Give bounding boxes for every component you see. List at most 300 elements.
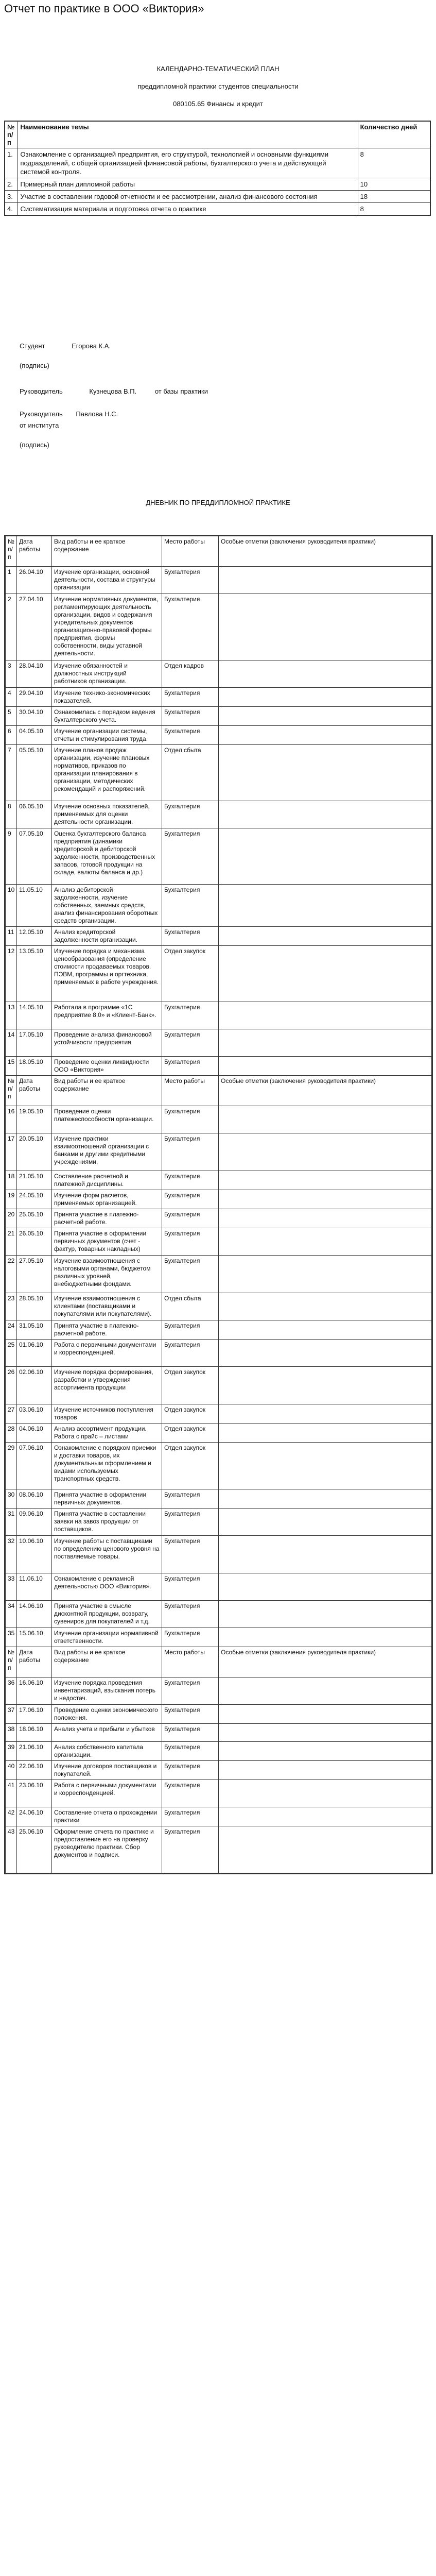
diary-col-work: Вид работы и ее краткое содержание xyxy=(52,536,162,567)
diary-row-place: Бухгалтерия xyxy=(162,1171,219,1190)
diary-row xyxy=(6,1742,432,1761)
diary-row-date: 28.05.10 xyxy=(17,1293,52,1320)
diary-row xyxy=(6,1628,432,1647)
diary-grid xyxy=(5,536,432,1873)
diary-row-work: Ознакомление с рекламной деятельностью ООО «Виктория». xyxy=(52,1573,162,1601)
diary-row-notes xyxy=(219,594,432,660)
diary-row-number: 41 xyxy=(6,1780,17,1807)
diary-row-date: 07.06.10 xyxy=(17,1443,52,1489)
diary-row xyxy=(6,707,432,726)
diary-row xyxy=(6,1256,432,1293)
plan-row-name: Участие в составлении годовой отчетности и ее рассмотрении, анализ финансового состояния xyxy=(18,191,358,203)
diary-row-notes xyxy=(219,1057,432,1076)
diary-row-work: Изучение источников поступления товаров xyxy=(52,1404,162,1423)
diary-row-work: Изучение технико-экономических показателей. xyxy=(52,688,162,707)
diary-row-date: 07.05.10 xyxy=(17,828,52,885)
diary-row-place: Отдел закупок xyxy=(162,1404,219,1423)
diary-row-work: Проведение оценки платежеспособности организации. xyxy=(52,1106,162,1133)
diary-row-notes xyxy=(219,828,432,885)
diary-row-date: 31.05.10 xyxy=(17,1320,52,1340)
diary-row-date: 26.05.10 xyxy=(17,1228,52,1256)
diary-row-date: 05.05.10 xyxy=(17,745,52,801)
diary-row-number: 40 xyxy=(6,1761,17,1780)
diary-row-date: 04.05.10 xyxy=(17,726,52,745)
diary-row-notes xyxy=(219,1761,432,1780)
diary-row-place: Бухгалтерия xyxy=(162,1228,219,1256)
diary-row-number: 16 xyxy=(6,1106,17,1133)
diary-table xyxy=(4,535,433,1874)
diary-row-place: Бухгалтерия xyxy=(162,1628,219,1647)
diary-row-work: Изучение порядка проведения инвентаризаций, взыскания потерь и недостач. xyxy=(52,1677,162,1705)
diary-row-work: Проведение оценки ликвидности ООО «Виктория» xyxy=(52,1057,162,1076)
diary-row xyxy=(6,1536,432,1573)
plan-row-days: 18 xyxy=(358,191,430,203)
diary-row-date: 04.06.10 xyxy=(17,1423,52,1443)
diary-row-number: 5 xyxy=(6,707,17,726)
diary-row-date: 24.05.10 xyxy=(17,1190,52,1209)
diary-row-number: 17 xyxy=(6,1133,17,1171)
diary-row-notes xyxy=(219,1677,432,1705)
diary-row xyxy=(6,1724,432,1742)
diary-row-date: 02.06.10 xyxy=(17,1367,52,1404)
diary-col-date: Дата работы xyxy=(17,1076,52,1106)
diary-row-place: Бухгалтерия xyxy=(162,1724,219,1742)
diary-row-notes xyxy=(219,1190,432,1209)
diary-row-notes xyxy=(219,1628,432,1647)
diary-row xyxy=(6,1601,432,1628)
diary-row-place: Бухгалтерия xyxy=(162,726,219,745)
diary-row xyxy=(6,1780,432,1807)
diary-row-notes xyxy=(219,1106,432,1133)
diary-row-work: Ознакомление с порядком приемки и доставки товаров, их документальным оформлением и видами используемых транспортных средств. xyxy=(52,1443,162,1489)
diary-row-notes xyxy=(219,1780,432,1807)
diary-row-work: Составление расчетной и платежной дисциплины. xyxy=(52,1171,162,1190)
top-supervisor2-name: Павлова Н.С. xyxy=(76,410,118,418)
diary-row-work: Анализ учета и прибыли и убытков xyxy=(52,1724,162,1742)
diary-row-number: 3 xyxy=(6,660,17,688)
diary-row-place: Отдел закупок xyxy=(162,1443,219,1489)
diary-row-work: Принята участие в платежно-расчетной работе. xyxy=(52,1209,162,1228)
diary-row-number: 25 xyxy=(6,1340,17,1367)
diary-row xyxy=(6,885,432,927)
diary-col-place: Место работы xyxy=(162,1647,219,1677)
diary-row-place: Бухгалтерия xyxy=(162,1340,219,1367)
diary-row-number: 42 xyxy=(6,1807,17,1826)
diary-row-place: Бухгалтерия xyxy=(162,1029,219,1057)
diary-row xyxy=(6,1293,432,1320)
diary-row-place: Бухгалтерия xyxy=(162,801,219,828)
diary-row-date: 14.06.10 xyxy=(17,1601,52,1628)
diary-row-notes xyxy=(219,1320,432,1340)
diary-row xyxy=(6,1509,432,1536)
diary-row-work: Изучение взаимоотношения с клиентами (поставщиками и покупателями или покупателями). xyxy=(52,1293,162,1320)
diary-row-place: Бухгалтерия xyxy=(162,1807,219,1826)
diary-col-work: Вид работы и ее краткое содержание xyxy=(52,1076,162,1106)
diary-row xyxy=(6,1705,432,1724)
diary-row xyxy=(6,1002,432,1029)
diary-row-date: 12.05.10 xyxy=(17,927,52,946)
diary-row-date: 15.06.10 xyxy=(17,1628,52,1647)
diary-row xyxy=(6,1029,432,1057)
diary-col-place: Место работы xyxy=(162,1076,219,1106)
diary-row-number: 6 xyxy=(6,726,17,745)
diary-row xyxy=(6,1826,432,1873)
diary-row-place: Отдел закупок xyxy=(162,1423,219,1443)
diary-row xyxy=(6,660,432,688)
diary-row-work: Изучение порядка формирования, разработки и утверждения ассортимента продукции xyxy=(52,1367,162,1404)
diary-row-number: 39 xyxy=(6,1742,17,1761)
diary-row-notes xyxy=(219,1171,432,1190)
diary-row-number: 10 xyxy=(6,885,17,927)
diary-row xyxy=(6,1573,432,1601)
diary-row-work: Принята участие в смысле дисконтной продукции, возврату, сувениров для покупателей и т.д. xyxy=(52,1601,162,1628)
diary-row-number: 2 xyxy=(6,594,17,660)
diary-row-number: 15 xyxy=(6,1057,17,1076)
plan-row xyxy=(5,148,430,178)
plan-row xyxy=(5,178,430,191)
diary-row-date: 29.04.10 xyxy=(17,688,52,707)
diary-row-date: 06.05.10 xyxy=(17,801,52,828)
diary-row-notes xyxy=(219,1340,432,1367)
diary-row-place: Бухгалтерия xyxy=(162,1509,219,1536)
diary-row-notes xyxy=(219,1029,432,1057)
diary-row-place: Бухгалтерия xyxy=(162,1601,219,1628)
diary-row xyxy=(6,1228,432,1256)
diary-row xyxy=(6,946,432,1002)
diary-row xyxy=(6,1057,432,1076)
diary-row-work: Изучение работы с поставщиками по определению ценового уровня на поставляемые товары. xyxy=(52,1536,162,1573)
diary-row-work: Изучение организации, основной деятельности, состава и структуры организации xyxy=(52,567,162,594)
diary-row-notes xyxy=(219,567,432,594)
diary-row-notes xyxy=(219,707,432,726)
diary-col-work: Вид работы и ее краткое содержание xyxy=(52,1647,162,1677)
plan-heading: КАЛЕНДАРНО-ТЕМАТИЧЕСКИЙ ПЛАН xyxy=(156,65,280,73)
diary-row xyxy=(6,594,432,660)
diary-row xyxy=(6,1340,432,1367)
diary-row-place: Бухгалтерия xyxy=(162,688,219,707)
diary-row xyxy=(6,1133,432,1171)
diary-row-notes xyxy=(219,1705,432,1724)
diary-row-work: Изучение планов продаж организации, изучение плановых нормативов, приказов по организации планирования в организации, методических рекомендаций и распоряжений. xyxy=(52,745,162,801)
plan-col-name: Наименование темы xyxy=(18,121,358,148)
diary-row-date: 09.06.10 xyxy=(17,1509,52,1536)
diary-row-place: Бухгалтерия xyxy=(162,1320,219,1340)
diary-row xyxy=(6,567,432,594)
diary-row-notes xyxy=(219,1228,432,1256)
diary-row-place: Отдел закупок xyxy=(162,1367,219,1404)
diary-row-date: 27.05.10 xyxy=(17,1256,52,1293)
diary-row-work: Работа с первичными документами и корреспонденцией. xyxy=(52,1780,162,1807)
plan-row xyxy=(5,203,430,216)
diary-row-date: 16.06.10 xyxy=(17,1677,52,1705)
diary-row-date: 26.04.10 xyxy=(17,567,52,594)
diary-row-place: Бухгалтерия xyxy=(162,594,219,660)
diary-row xyxy=(6,1367,432,1404)
diary-row-notes xyxy=(219,1489,432,1509)
diary-row-number: 29 xyxy=(6,1443,17,1489)
diary-row-date: 24.06.10 xyxy=(17,1807,52,1826)
top-supervisor-label: Руководитель xyxy=(20,387,63,395)
diary-row-number: 19 xyxy=(6,1190,17,1209)
diary-row-number: 8 xyxy=(6,801,17,828)
diary-row-date: 22.06.10 xyxy=(17,1761,52,1780)
diary-row-notes xyxy=(219,1724,432,1742)
diary-row-date: 08.06.10 xyxy=(17,1489,52,1509)
diary-row xyxy=(6,801,432,828)
diary-row-number: 24 xyxy=(6,1320,17,1340)
diary-row-notes xyxy=(219,1404,432,1423)
diary-row-notes xyxy=(219,688,432,707)
diary-row-work: Ознакомилась с порядком ведения бухгалтерского учета. xyxy=(52,707,162,726)
diary-row-place: Бухгалтерия xyxy=(162,885,219,927)
diary-row xyxy=(6,828,432,885)
diary-row-work: Изучение основных показателей, применяемых для оценки деятельности организации. xyxy=(52,801,162,828)
plan-row-days: 8 xyxy=(358,203,430,216)
diary-heading: ДНЕВНИК ПО ПРЕДДИПЛОМНОЙ ПРАКТИКЕ xyxy=(146,499,290,506)
diary-row-number: 12 xyxy=(6,946,17,1002)
diary-row-date: 10.06.10 xyxy=(17,1536,52,1573)
diary-row-place: Бухгалтерия xyxy=(162,1057,219,1076)
diary-row-notes xyxy=(219,1293,432,1320)
diary-row-work: Изучение взаимоотношения с налоговыми органами, бюджетом различных уровней, внебюджетными фондами. xyxy=(52,1256,162,1293)
diary-row-number: 9 xyxy=(6,828,17,885)
top-supervisor-line xyxy=(20,387,208,395)
diary-row-notes xyxy=(219,726,432,745)
diary-row-work: Изучение нормативных документов, регламентирующих деятельность организации, видов и содержания учредительных документов организационно-правовой формы предприятия, формы собственности, виды уставной деятельности. xyxy=(52,594,162,660)
diary-row-place: Бухгалтерия xyxy=(162,567,219,594)
diary-row xyxy=(6,688,432,707)
diary-row-place: Бухгалтерия xyxy=(162,1677,219,1705)
diary-row-work: Принята участие в оформлении первичных документов (счет - фактур, товарных накладных) xyxy=(52,1228,162,1256)
diary-row-number: 18 xyxy=(6,1171,17,1190)
diary-row-work: Составление отчета о прохождении практики xyxy=(52,1807,162,1826)
diary-row-place: Отдел закупок xyxy=(162,946,219,1002)
top-supervisor-name: Кузнецова В.П. xyxy=(89,387,137,395)
diary-row-place: Бухгалтерия xyxy=(162,1705,219,1724)
diary-row-place: Бухгалтерия xyxy=(162,1536,219,1573)
diary-row-work: Изучение обязанностей и должностных инструкций работников организации. xyxy=(52,660,162,688)
diary-header-row xyxy=(6,536,432,567)
diary-row-notes xyxy=(219,1573,432,1601)
plan-row-number: 3. xyxy=(5,191,18,203)
diary-row xyxy=(6,1677,432,1705)
top-supervisor2-label: Руководитель xyxy=(20,410,63,418)
diary-row-date: 17.06.10 xyxy=(17,1705,52,1724)
plan-row-number: 2. xyxy=(5,178,18,191)
plan-subtitle: преддипломной практики студентов специальности xyxy=(137,82,299,90)
diary-row xyxy=(6,1807,432,1826)
diary-row-number: 43 xyxy=(6,1826,17,1873)
plan-row-number: 1. xyxy=(5,148,18,178)
diary-row-notes xyxy=(219,1443,432,1489)
diary-row-work: Принята участие в оформлении первичных документов. xyxy=(52,1489,162,1509)
plan-row-days: 10 xyxy=(358,178,430,191)
diary-row-work: Изучение организации нормативной ответственности. xyxy=(52,1628,162,1647)
diary-row-notes xyxy=(219,1826,432,1873)
diary-row-place: Бухгалтерия xyxy=(162,1209,219,1228)
diary-row-work: Оформление отчета по практике и предоставление его на проверку руководителю практики. Сбор документов и подписи. xyxy=(52,1826,162,1873)
diary-row-work: Оценка бухгалтерского баланса предприятия (динамики кредиторской и дебиторской задолженности, производственных запасов, готовой продукции на складе, валюты баланса и др.) xyxy=(52,828,162,885)
diary-row-place: Бухгалтерия xyxy=(162,1133,219,1171)
diary-row-date: 18.05.10 xyxy=(17,1057,52,1076)
diary-row-notes xyxy=(219,801,432,828)
diary-row xyxy=(6,1761,432,1780)
diary-row-notes xyxy=(219,745,432,801)
diary-row-date: 11.06.10 xyxy=(17,1573,52,1601)
calendar-plan-table xyxy=(4,121,431,216)
diary-row-date: 13.05.10 xyxy=(17,946,52,1002)
diary-col-number: № п/п xyxy=(6,1076,17,1106)
diary-row-place: Отдел кадров xyxy=(162,660,219,688)
diary-row-number: 21 xyxy=(6,1228,17,1256)
diary-col-notes: Особые отметки (заключения руководителя практики) xyxy=(219,1647,432,1677)
diary-row-work: Анализ ассортимент продукции. Работа с прайс – листами xyxy=(52,1423,162,1443)
diary-header-row xyxy=(6,1647,432,1677)
diary-row-number: 35 xyxy=(6,1628,17,1647)
diary-row-place: Бухгалтерия xyxy=(162,1489,219,1509)
diary-row-number: 27 xyxy=(6,1404,17,1423)
diary-row-place: Бухгалтерия xyxy=(162,1106,219,1133)
diary-row-number: 13 xyxy=(6,1002,17,1029)
plan-row-name: Систематизация материала и подготовка отчета о практике xyxy=(18,203,358,216)
diary-row-work: Проведение анализа финансовой устойчивости предприятия xyxy=(52,1029,162,1057)
top-student-sign-hint: (подпись) xyxy=(20,362,49,369)
diary-row-place: Бухгалтерия xyxy=(162,927,219,946)
diary-row-work: Проведение оценки экономического положения. xyxy=(52,1705,162,1724)
diary-row-date: 18.06.10 xyxy=(17,1724,52,1742)
diary-row-place: Бухгалтерия xyxy=(162,1826,219,1873)
top-student-label: Студент xyxy=(20,342,45,350)
diary-row-date: 19.05.10 xyxy=(17,1106,52,1133)
diary-row xyxy=(6,1209,432,1228)
diary-row-work: Работа с первичными документами и корреспонденцией. xyxy=(52,1340,162,1367)
diary-col-number: № п/п xyxy=(6,536,17,567)
diary-row-notes xyxy=(219,1807,432,1826)
top-institute: от института xyxy=(20,421,59,429)
diary-row-date: 21.05.10 xyxy=(17,1171,52,1190)
diary-row-date: 20.05.10 xyxy=(17,1133,52,1171)
diary-row-date: 14.05.10 xyxy=(17,1002,52,1029)
diary-row-work: Изучение практики взаимоотношений организации с банками и другими кредитными учреждениями, xyxy=(52,1133,162,1171)
diary-row-work: Изучение договоров поставщиков и покупателей. xyxy=(52,1761,162,1780)
diary-row-number: 22 xyxy=(6,1256,17,1293)
diary-row-work: Принята участие в составлении заявки на завоз продукции от поставщиков. xyxy=(52,1509,162,1536)
top-supervisor2-line xyxy=(20,410,118,418)
diary-row xyxy=(6,1489,432,1509)
diary-row-work: Изучение форм расчетов, применяемых организацией. xyxy=(52,1190,162,1209)
diary-col-place: Место работы xyxy=(162,536,219,567)
diary-row-place: Бухгалтерия xyxy=(162,1573,219,1601)
diary-row xyxy=(6,927,432,946)
diary-row-date: 28.04.10 xyxy=(17,660,52,688)
diary-row-number: 14 xyxy=(6,1029,17,1057)
diary-row-date: 11.05.10 xyxy=(17,885,52,927)
diary-row-place: Отдел сбыта xyxy=(162,1293,219,1320)
diary-row-number: 38 xyxy=(6,1724,17,1742)
diary-header-row xyxy=(6,1076,432,1106)
diary-row-notes xyxy=(219,1742,432,1761)
diary-row-number: 26 xyxy=(6,1367,17,1404)
diary-row-date: 01.06.10 xyxy=(17,1340,52,1367)
top-supervisor-sign-hint: (подпись) xyxy=(20,441,49,449)
diary-row-work: Анализ дебиторской задолженности, изучение собственных, заемных средств, анализ финансирования оборотных средств организации. xyxy=(52,885,162,927)
top-supervisor-from: от базы практики xyxy=(154,387,208,395)
plan-row-days: 8 xyxy=(358,148,430,178)
diary-row-number: 32 xyxy=(6,1536,17,1573)
diary-row-date: 03.06.10 xyxy=(17,1404,52,1423)
diary-row-place: Бухгалтерия xyxy=(162,828,219,885)
diary-row xyxy=(6,1320,432,1340)
diary-row-number: 37 xyxy=(6,1705,17,1724)
diary-row-notes xyxy=(219,1509,432,1536)
diary-row-notes xyxy=(219,1256,432,1293)
plan-row-name: Примерный план дипломной работы xyxy=(18,178,358,191)
diary-row-notes xyxy=(219,660,432,688)
diary-row-notes xyxy=(219,946,432,1002)
plan-row xyxy=(5,191,430,203)
diary-row-place: Бухгалтерия xyxy=(162,1780,219,1807)
diary-row-notes xyxy=(219,1209,432,1228)
diary-row xyxy=(6,1171,432,1190)
diary-row xyxy=(6,1106,432,1133)
diary-row-number: 30 xyxy=(6,1489,17,1509)
top-student-name: Егорова К.А. xyxy=(72,342,111,350)
plan-specialty: 080105.65 Финансы и кредит xyxy=(173,100,263,108)
diary-row-date: 23.06.10 xyxy=(17,1780,52,1807)
diary-row-work: Изучение организации системы, отчеты и стимулирования труда. xyxy=(52,726,162,745)
diary-row-number: 31 xyxy=(6,1509,17,1536)
diary-row-notes xyxy=(219,885,432,927)
diary-row-work: Изучение порядка и механизма ценообразования (определение стоимости продаваемых товаров. ПЭВМ, программы и оргтехника, применяемых в работе учреждения. xyxy=(52,946,162,1002)
diary-col-date: Дата работы xyxy=(17,1647,52,1677)
diary-row-notes xyxy=(219,1002,432,1029)
diary-row-place: Бухгалтерия xyxy=(162,1742,219,1761)
diary-row xyxy=(6,1423,432,1443)
diary-row-number: 28 xyxy=(6,1423,17,1443)
plan-header-row xyxy=(5,121,430,148)
diary-row-place: Бухгалтерия xyxy=(162,1256,219,1293)
diary-row-date: 25.06.10 xyxy=(17,1826,52,1873)
diary-row-notes xyxy=(219,1536,432,1573)
diary-row-date: 25.05.10 xyxy=(17,1209,52,1228)
diary-col-number: № п/п xyxy=(6,1647,17,1677)
diary-col-notes: Особые отметки (заключения руководителя практики) xyxy=(219,536,432,567)
diary-row-notes xyxy=(219,1601,432,1628)
diary-row-notes xyxy=(219,1367,432,1404)
diary-row xyxy=(6,745,432,801)
diary-row-place: Бухгалтерия xyxy=(162,1761,219,1780)
diary-row xyxy=(6,1404,432,1423)
diary-row-work: Принята участие в платежно-расчетной работе. xyxy=(52,1320,162,1340)
diary-row xyxy=(6,726,432,745)
plan-col-days: Количество дней xyxy=(358,121,430,148)
plan-col-number: № п/п xyxy=(5,121,18,148)
diary-row-number: 34 xyxy=(6,1601,17,1628)
diary-row-work: Работала в программе «1С предприятие 8.0» и «Клиент-Банк». xyxy=(52,1002,162,1029)
diary-row-date: 21.06.10 xyxy=(17,1742,52,1761)
diary-row-place: Бухгалтерия xyxy=(162,1002,219,1029)
plan-row-number: 4. xyxy=(5,203,18,216)
diary-row-notes xyxy=(219,1133,432,1171)
top-student-line xyxy=(20,342,111,350)
diary-row-work: Анализ кредиторской задолженности организации. xyxy=(52,927,162,946)
diary-row-work: Анализ собственного капитала организации. xyxy=(52,1742,162,1761)
document-title: Отчет по практике в ООО «Виктория» xyxy=(4,2,204,15)
diary-row-number: 20 xyxy=(6,1209,17,1228)
diary-row-number: 33 xyxy=(6,1573,17,1601)
diary-row-notes xyxy=(219,927,432,946)
diary-row-place: Бухгалтерия xyxy=(162,1190,219,1209)
